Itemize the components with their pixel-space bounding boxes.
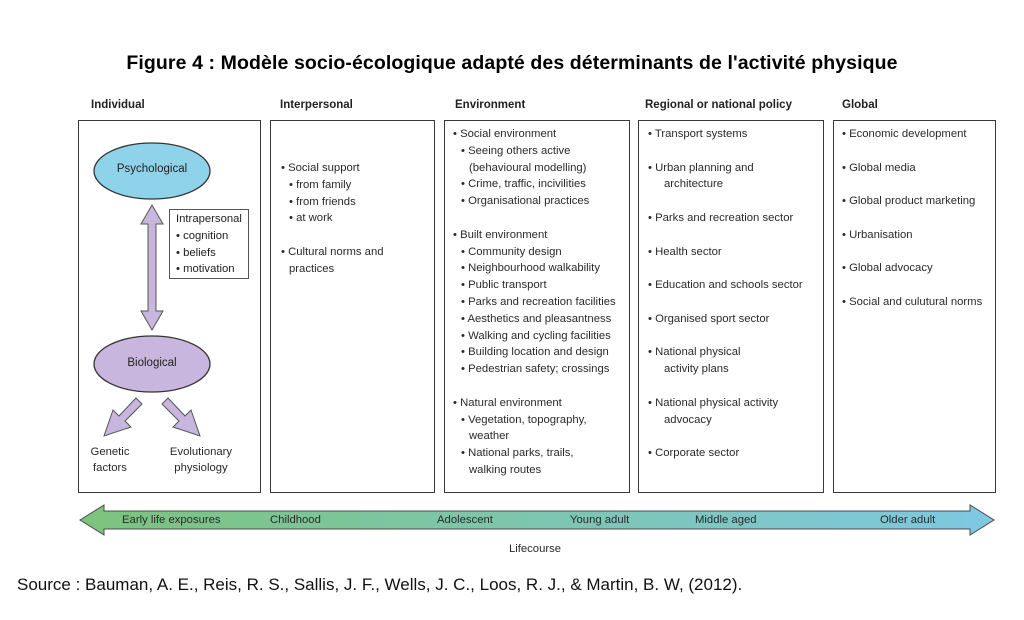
list-item: • Community design (461, 245, 562, 258)
evolutionary-line: physiology (174, 462, 228, 474)
stage-adolescent: Adolescent (437, 514, 493, 526)
genetic-line: factors (93, 462, 127, 474)
list-item: • Health sector (648, 245, 722, 258)
list-item: advocacy (664, 413, 712, 426)
arrow-evolutionary (162, 398, 200, 436)
list-spacer (281, 227, 384, 244)
list-item: • Crime, traffic, incivilities (461, 178, 586, 191)
interpersonal-list (281, 160, 384, 278)
stage-middle-aged: Middle aged (695, 514, 757, 526)
list-item: • Urbanisation (842, 228, 913, 241)
list-item: • Walking and cycling facilities (461, 329, 611, 342)
list-item: • Organisational practices (461, 195, 590, 208)
header-policy: Regional or national policy (645, 99, 792, 111)
intrapersonal-title: Intrapersonal (176, 213, 242, 225)
intrapersonal-box (169, 209, 249, 279)
list-item: • Building location and design (461, 346, 609, 359)
list-spacer (648, 227, 803, 244)
list-item: walking routes (469, 463, 542, 476)
list-item: • Parks and recreation sector (648, 211, 794, 224)
list-spacer (648, 260, 803, 277)
arrow-genetic (104, 398, 142, 436)
intrapersonal-item: • beliefs (176, 246, 216, 259)
list-item: • National physical (648, 346, 741, 359)
source-citation: Source : Bauman, A. E., Reis, R. S., Sallis, J. F., Wells, J. C., Loos, R. J., & Martin, B. W, (2012). (17, 575, 743, 594)
list-item: • Vegetation, topography, (461, 413, 587, 426)
list-item: • National parks, trails, (461, 447, 574, 460)
header-individual: Individual (91, 99, 145, 111)
list-item: • Natural environment (453, 396, 562, 409)
evolutionary-physiology-label (158, 444, 244, 476)
list-item: • Cultural norms and (281, 245, 384, 258)
header-global: Global (842, 99, 878, 111)
lifecourse-label: Lifecourse (508, 543, 562, 555)
list-spacer (648, 428, 803, 445)
environment-list (453, 126, 616, 479)
list-item: • Global advocacy (842, 262, 933, 275)
list-item: • from friends (289, 195, 356, 208)
figure-title: Figure 4 : Modèle socio-écologique adapté des déterminants de l'activité physique (126, 52, 898, 74)
list-item: activity plans (664, 363, 729, 376)
list-spacer (648, 143, 803, 160)
biological-label: Biological (127, 357, 177, 369)
list-item: • Aesthetics and pleasantness (461, 312, 612, 325)
list-item: • at work (289, 212, 333, 225)
list-item: • Social and culutural norms (842, 295, 983, 308)
list-spacer (648, 193, 803, 210)
list-spacer (648, 378, 803, 395)
list-item: • Social environment (453, 128, 557, 140)
stage-older-adult: Older adult (880, 514, 936, 526)
bidirectional-arrow (141, 205, 163, 330)
list-item: • Global media (842, 161, 916, 174)
list-item: • Organised sport sector (648, 312, 770, 325)
list-item: • Seeing others active (461, 144, 571, 157)
header-interpersonal: Interpersonal (280, 99, 353, 111)
list-item: • Corporate sector (648, 447, 740, 460)
stage-young-adult: Young adult (570, 514, 630, 526)
evolutionary-line: Evolutionary (169, 446, 233, 458)
list-item: • Economic development (842, 128, 967, 140)
list-item: • Public transport (461, 279, 547, 292)
list-item: practices (289, 262, 335, 275)
list-item: • Built environment (453, 228, 548, 241)
list-spacer (842, 143, 982, 160)
list-spacer (453, 210, 616, 227)
list-item: • Transport systems (648, 128, 748, 140)
list-item: • from family (289, 178, 352, 191)
intrapersonal-item: • cognition (176, 229, 229, 242)
list-spacer (842, 210, 982, 227)
list-spacer (842, 176, 982, 193)
global-list (842, 126, 982, 311)
list-item: • Pedestrian safety; crossings (461, 363, 610, 376)
stage-childhood: Childhood (270, 514, 321, 526)
list-item: • National physical activity (648, 396, 779, 409)
genetic-factors-label (84, 444, 136, 476)
psychological-label: Psychological (116, 163, 188, 175)
policy-list (648, 126, 803, 462)
intrapersonal-item: • motivation (176, 263, 235, 276)
list-item: weather (469, 430, 510, 443)
list-item: • Education and schools sector (648, 279, 803, 292)
list-spacer (648, 328, 803, 345)
list-item: • Social support (281, 162, 360, 174)
list-item: • Urban planning and (648, 161, 754, 174)
list-spacer (648, 294, 803, 311)
stage-early-life: Early life exposures (122, 514, 221, 526)
list-item: • Global product marketing (842, 195, 976, 208)
list-item: architecture (664, 178, 724, 191)
list-spacer (453, 378, 616, 395)
list-item: • Neighbourhood walkability (461, 262, 600, 275)
list-item: (behavioural modelling) (469, 161, 587, 174)
list-spacer (842, 244, 982, 261)
header-environment: Environment (455, 99, 526, 111)
list-spacer (842, 277, 982, 294)
genetic-line: Genetic (90, 446, 130, 458)
list-item: • Parks and recreation facilities (461, 295, 616, 308)
